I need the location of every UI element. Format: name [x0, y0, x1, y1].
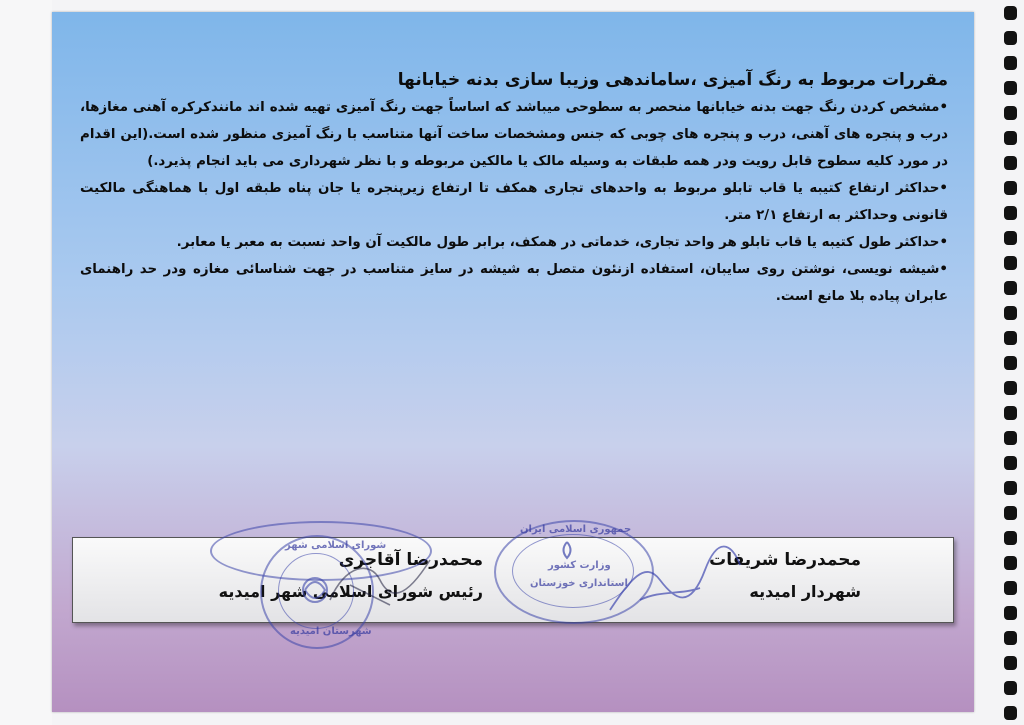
binding-hole — [1004, 406, 1017, 420]
binding-hole — [1004, 606, 1017, 620]
binding-hole — [1004, 231, 1017, 245]
binding-hole — [1004, 381, 1017, 395]
binding-hole — [1004, 56, 1017, 70]
council-handwritten-signature-icon — [320, 545, 440, 615]
binding-hole — [1004, 506, 1017, 520]
binding-hole — [1004, 256, 1017, 270]
binding-hole — [1004, 706, 1017, 720]
binding-hole — [1004, 6, 1017, 20]
document-heading: مقررات مربوط به رنگ آمیزی ،ساماندهی وزیبا سازی بدنه خیابانها — [397, 70, 948, 90]
binding-hole — [1004, 481, 1017, 495]
regulations-text — [80, 70, 948, 310]
council-stamp-top-text: شورای اسلامی شهر — [285, 540, 387, 551]
ministry-stamp-mid-text: وزارت کشور — [548, 560, 611, 571]
binding-hole — [1004, 631, 1017, 645]
binding-hole — [1004, 31, 1017, 45]
spiral-binding — [1002, 0, 1020, 725]
paragraph-sign-length: •حداکثر طول کتیبه یا قاب تابلو هر واحد تجاری، خدماتی در همکف، برابر طول مالکیت آن واحد نسبت به معبر یا معابر. — [176, 235, 948, 250]
binding-hole — [1004, 331, 1017, 345]
mayor-title: شهردار امیدیه — [749, 582, 861, 601]
binding-hole — [1004, 356, 1017, 370]
ministry-stamp-top-text: جمهوری اسلامی ایران — [520, 524, 632, 535]
binding-hole — [1004, 131, 1017, 145]
binding-hole — [1004, 206, 1017, 220]
binding-hole — [1004, 531, 1017, 545]
paragraph-glass-writing: •شیشه نویسی، نوشتن روی سایبان، استفاده ازنئون متصل به شیشه در سایز متناسب در جهت شناسائی مغازه ودر حد راهنمای عابران پیاده بلا مانع است. — [80, 262, 948, 304]
binding-hole — [1004, 81, 1017, 95]
binding-hole — [1004, 581, 1017, 595]
paragraph-colors: •مشخص کردن رنگ جهت بدنه خیابانها منحصر به سطوحی میباشد که اساساً جهت رنگ آمیزی تهیه شده اند مانندکرکره آهنی مغازها، درب و پنجره های آهنی، درب و پنجره های چوبی که جنس ومشخصات ساخت آنها متناسب با رنگ آمیزی منظور شده است.(این اقدام در مورد کلیه سطوح قابل رویت ودر همه طبقات به وسیله مالک یا مالکین مربوطه و با نظر شهرداری می باید انجام پذیرد.) — [80, 100, 948, 169]
mayor-handwritten-signature-icon — [600, 540, 750, 620]
binding-hole — [1004, 556, 1017, 570]
council-chair-name: محمدرضا آقاجری — [338, 550, 483, 570]
binding-hole — [1004, 456, 1017, 470]
council-stamp-bottom-text: شهرستان امیدیه — [290, 626, 372, 637]
binding-hole — [1004, 431, 1017, 445]
paragraph-sign-height: •حداکثر ارتفاع کتیبه یا قاب تابلو مربوط به واحدهای تجاری همکف تا ارتفاع زیرپنجره یا جان پناه طبقه اول با هماهنگی مالکیت قانونی وحداکثر به ارتفاع ۲/۱ متر. — [80, 181, 948, 223]
binding-hole — [1004, 306, 1017, 320]
binding-hole — [1004, 181, 1017, 195]
binding-hole — [1004, 156, 1017, 170]
emblem-icon — [556, 540, 578, 560]
binding-hole — [1004, 681, 1017, 695]
binding-hole — [1004, 281, 1017, 295]
binding-hole — [1004, 656, 1017, 670]
binding-hole — [1004, 106, 1017, 120]
ministry-stamp-low-text: استانداری خوزستان — [530, 578, 628, 589]
mayor-name: محمدرضا شریفات — [709, 550, 861, 570]
council-chair-title: رئیس شورای اسلامی شهر امیدیه — [218, 582, 483, 601]
scan-margin — [0, 0, 52, 725]
